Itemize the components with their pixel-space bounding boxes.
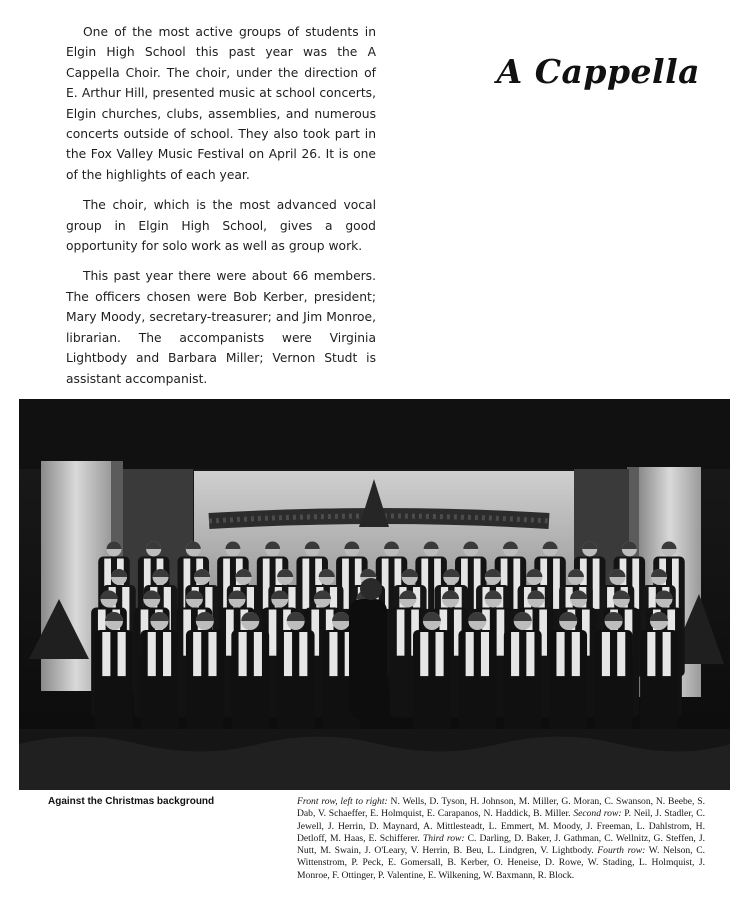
paragraph-1: One of the most active groups of students in Elgin High School this past year was the A Cappella Choir. The choir, under the direction of E. Arthur Hill, presented music at school concerts, Elgin churches, clubs, assemblies, and numerous concerts outside of school. They also took part in the Fox Valley Music Festival on April 26. It is one of the highlights of each year. [66, 25, 376, 182]
article-body [66, 22, 376, 399]
page-title: A Cappella [496, 52, 700, 91]
row-names-second: P. Neil, J. Stadler, C. Jewell, J. Herrin, D. Maynard, A. Mittlesteadt, L. Emmert, M. Moody, J. Freeman, L. Dahlstrom, H. Detloff, M. Haas, E. Schifferer. [297, 808, 705, 844]
photo-caption: Against the Christmas background [48, 796, 215, 807]
choir-photo [19, 399, 730, 790]
row-label-second: Second row: [573, 808, 622, 820]
row-label-third: Third row: [422, 832, 465, 844]
photo-credits [297, 796, 705, 882]
row-names-front: N. Wells, D. Tyson, H. Johnson, M. Miller, G. Moran, C. Swanson, N. Beebe, S. Dab, V. Schaeffer, E. Holmquist, E. Carapanos, N. Haddick, B. Miller. [297, 796, 705, 820]
paragraph-3: This past year there were about 66 members. The officers chosen were Bob Kerber, president; Mary Moody, secretary-treasurer; and Jim Monroe, librarian. The accompanists were Virginia Lightbody and Barbara Miller; Vernon Studt is assistant accompanist. [66, 269, 376, 386]
paragraph-2: The choir, which is the most advanced vocal group in Elgin High School, gives a good opportunity for solo work as well as group work. [66, 198, 376, 254]
row-names-third: C. Darling, D. Baker, J. Gathman, C. Wellnitz, G. Steffen, J. Nutt, M. Swain, J. O'Leary, V. Herrin, B. Beu, L. Lindgren, V. Lightbody. [297, 832, 705, 857]
row-label-fourth: Fourth row: [597, 845, 646, 857]
row-names-fourth: W. Nelson, C. Wittenstrom, P. Peck, E. Gomersall, B. Kerber, O. Heneise, D. Rowe, W. Stading, L. Holmquist, J. Monroe, F. Ottinger, P. Valentine, E. Wilkening, W. Baxmann, R. Block. [297, 845, 705, 881]
row-label-front: Front row, left to right: [297, 796, 388, 807]
